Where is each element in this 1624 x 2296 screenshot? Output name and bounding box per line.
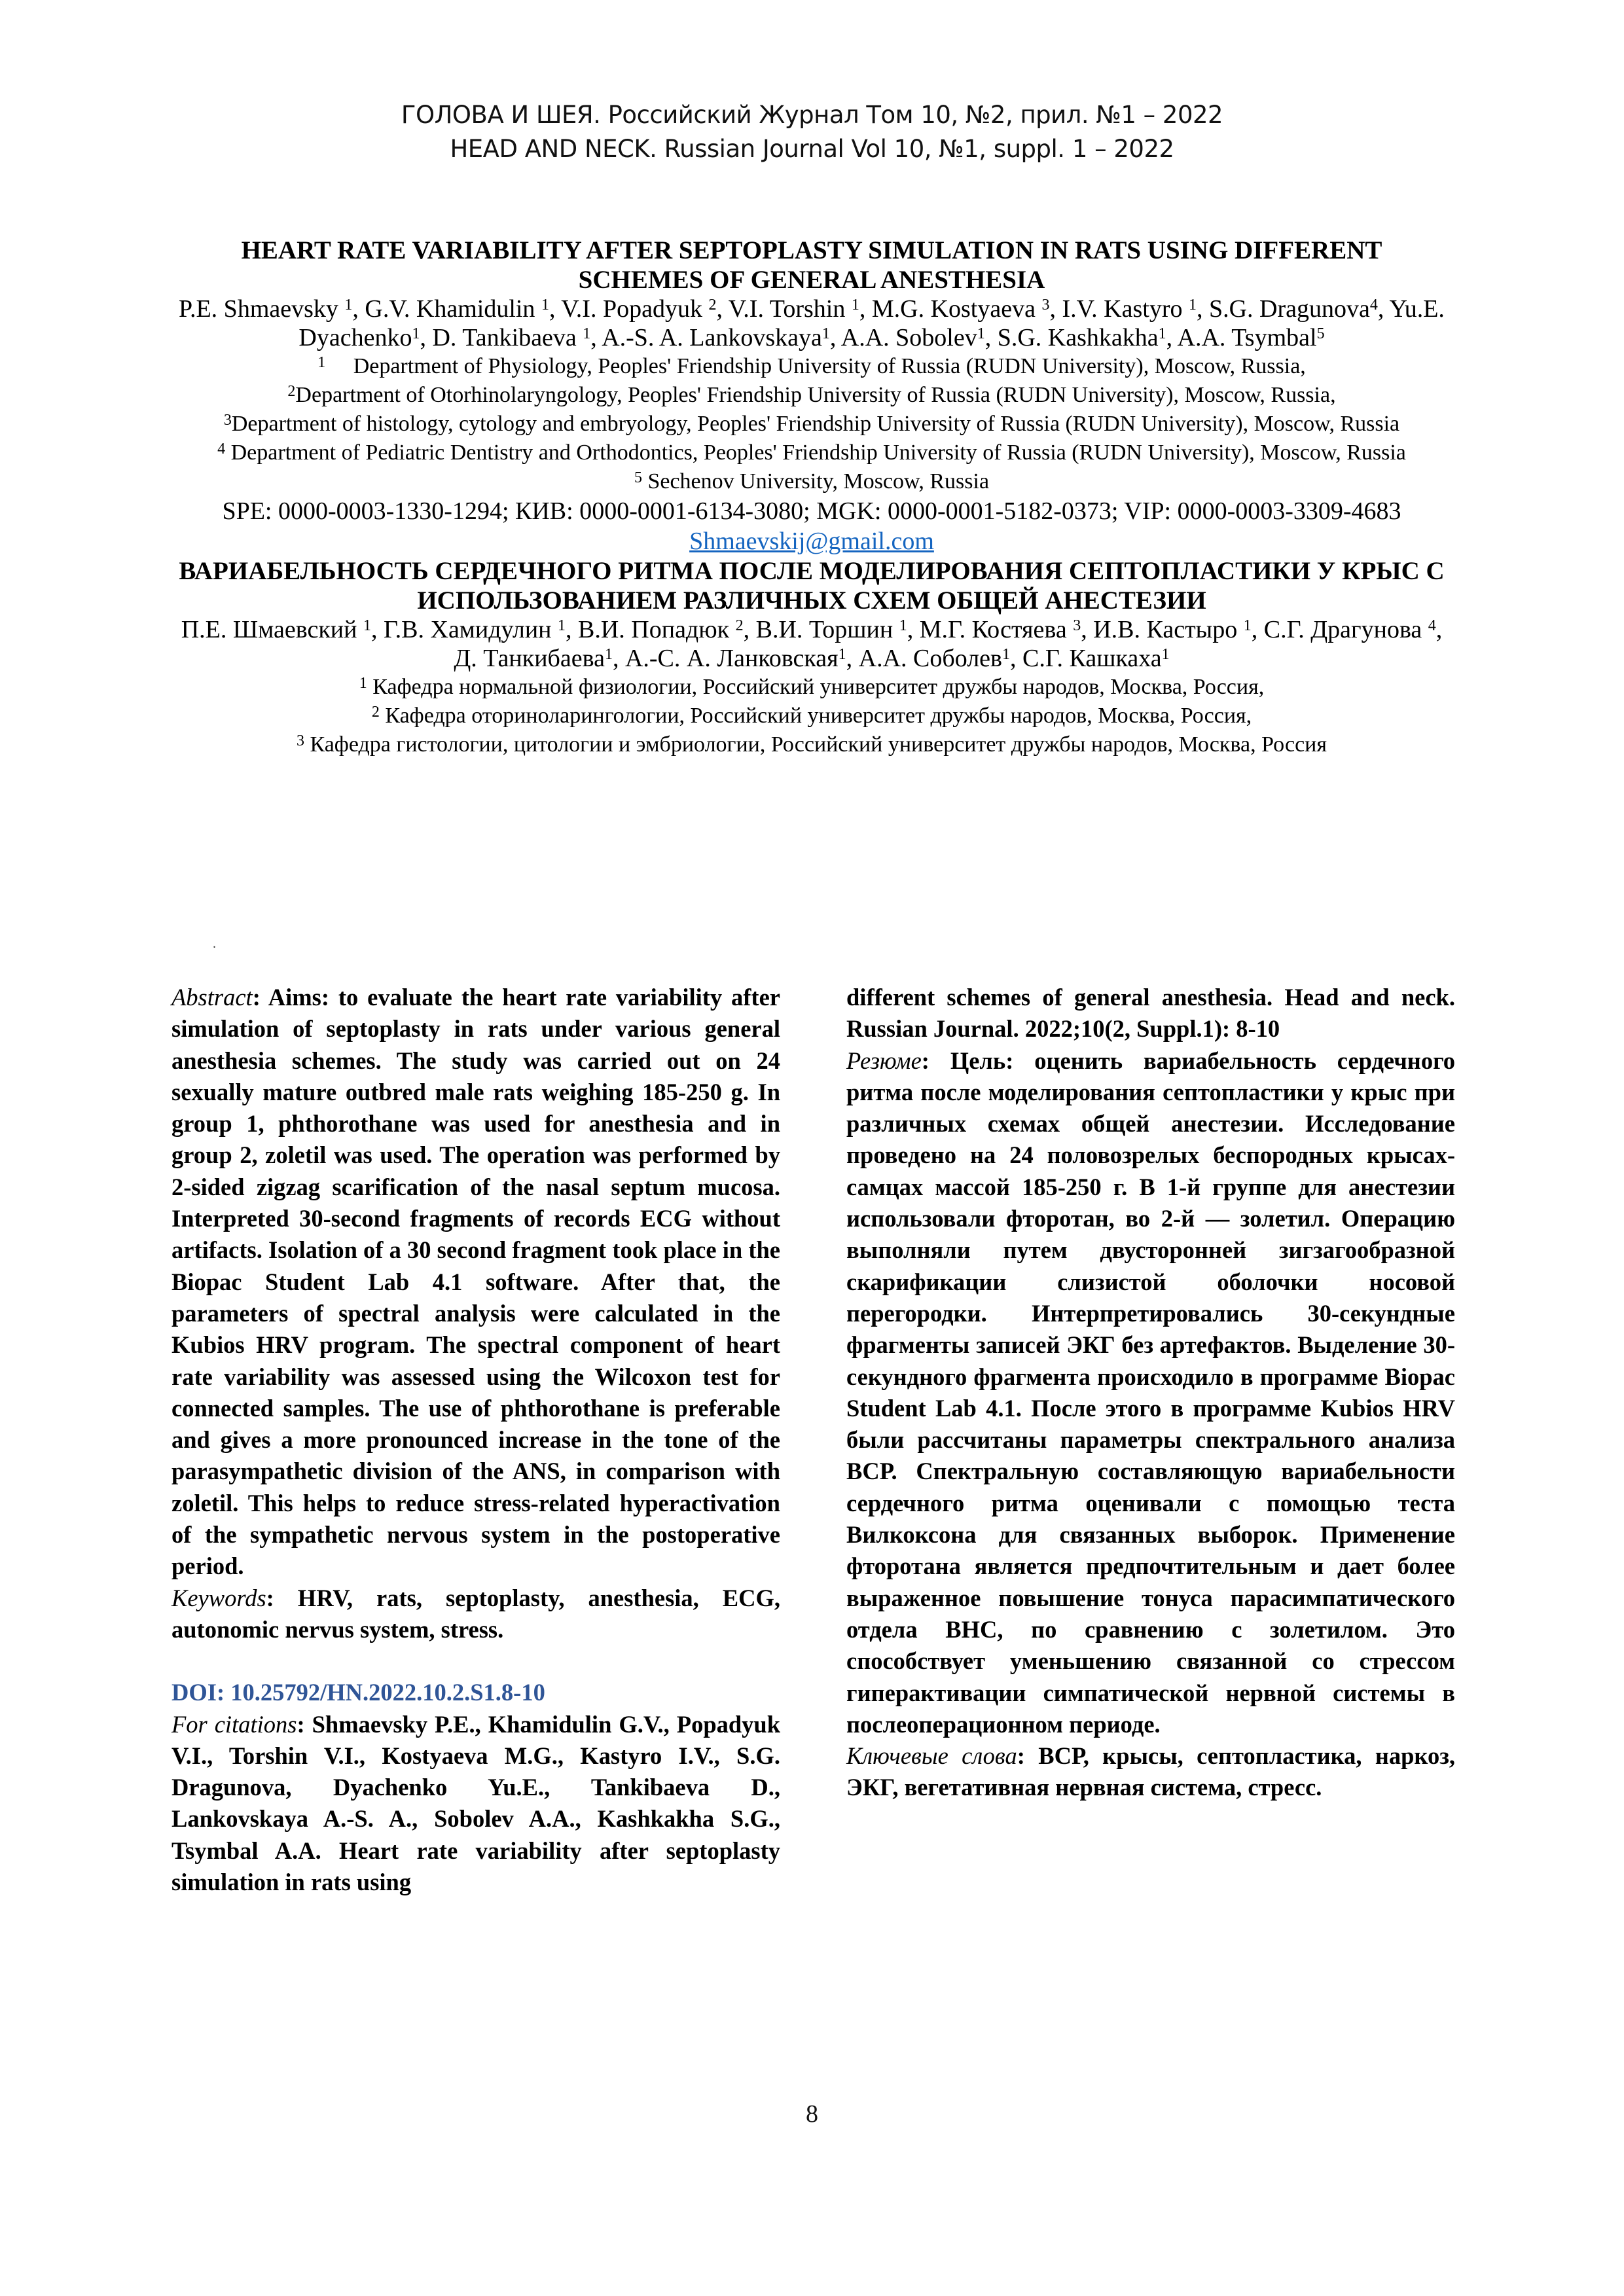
- author: , S.G. Dragunova: [1196, 295, 1370, 323]
- abstract-label: Abstract: [171, 984, 253, 1011]
- author-sup: 1: [558, 617, 566, 634]
- author-list-en: [177, 295, 1447, 352]
- affiliation-sup: 5: [634, 469, 642, 486]
- article-title-en: HEART RATE VARIABILITY AFTER SEPTOPLASTY SIMULATION IN RATS USING DIFFERENT SCHEMES OF GENERAL ANESTHESIA: [241, 236, 1382, 294]
- author: , S.G. Kashkakha: [984, 324, 1159, 351]
- affiliation-sup: 3: [223, 412, 232, 429]
- citation-label: For citations: [171, 1710, 297, 1738]
- author-sup: 1: [821, 325, 830, 342]
- author-sup: 1: [1188, 296, 1197, 314]
- author-sup: 1: [1002, 646, 1010, 663]
- running-header-ru: ГОЛОВА И ШЕЯ. Российский Журнал Том 10, №2, прил. №1 – 2022: [401, 101, 1223, 129]
- abstract-ru-label: Резюме: [846, 1047, 922, 1074]
- affiliation: [177, 381, 1447, 410]
- author: , В.И. Попадюк: [566, 616, 736, 643]
- author-sup: 1: [851, 296, 859, 314]
- running-header-en: HEAD AND NECK. Russian Journal Vol 10, №1, suppl. 1 – 2022: [450, 135, 1174, 163]
- keywords-ru-text: : ВСР, крысы, септопластика, наркоз, ЭКГ, вегетативная нервная система, стресс.: [846, 1742, 1455, 1801]
- author-sup: 1: [977, 325, 985, 342]
- author: , G.V. Khamidulin: [352, 295, 541, 323]
- author-sup: 2: [708, 296, 717, 314]
- affiliation: [177, 352, 1447, 381]
- affiliation-ru: [177, 702, 1447, 730]
- author-sup: 4: [1369, 296, 1378, 314]
- author-sup: 1: [604, 646, 613, 663]
- author: , М.Г. Костяева: [907, 616, 1074, 643]
- author: , А.-С. А. Ланковская: [612, 645, 839, 672]
- author: , A.A. Tsymbal: [1166, 324, 1317, 351]
- keywords-label: Keywords: [171, 1584, 266, 1611]
- affiliation-text: Кафедра гистологии, цитологии и эмбриологии, Российский университет дружбы народов, Москва, Россия: [304, 732, 1327, 757]
- abstract-en: [171, 982, 780, 1583]
- author-sup: 3: [1073, 617, 1081, 634]
- author-sup: 1: [899, 617, 907, 634]
- citation-right: different schemes of general anesthesia. Head and neck. Russian Journal. 2022;10(2, Suppl.1): 8-10: [846, 984, 1455, 1043]
- orcid-list: SPE: 0000-0003-1330-1294; КИВ: 0000-0001-6134-3080; MGK: 0000-0001-5182-0373; VIP: 0000-0003-3309-4683: [222, 497, 1401, 525]
- author-email-link[interactable]: Shmaevskij@gmail.com: [689, 528, 934, 555]
- author-list-ru: [177, 615, 1447, 673]
- author: , Д. Танкибаева: [454, 616, 1443, 672]
- author: P.E. Shmaevsky: [179, 295, 345, 323]
- affiliation-sup: 2: [371, 704, 380, 721]
- affiliation-sup: 3: [296, 732, 304, 749]
- front-matter: [177, 236, 1447, 951]
- author-sup: 1: [541, 296, 549, 314]
- author: , I.V. Kastyro: [1049, 295, 1189, 323]
- abstract-ru-text: : Цель: оценить вариабельность сердечного ритма после моделирования септопластики у крыс при различных схемах общей анестезии. Исследование проведено на 24 половозрелых беспородных крысах-самцах массой 185-250 г. В 1-й группе для анестезии использовали фторотан, во 2-й — золетил. Операцию выполняли путем двусторонней зигзагообразной скарификации слизистой оболочки носовой перегородки. Интерпретировались 30-секундные фрагменты записей ЭКГ без артефактов. Выделение 30-секундного фрагмента происходило в программе Biopac Student Lab 4.1. После этого в программе Kubios HRV были рассчитаны параметры спектрального анализа ВСР. Спектральную составляющую вариабельности сердечного ритма оценивали с помощью теста Вилкоксона для связанных выборок. Применение фторотана является предпочтительным и дает более выраженное повышение тонуса парасимпатического отдела ВНС, по сравнению с золетилом. Это способствует уменьшению связанной со стрессом гиперактивации симпатической нервной системы в послеоперационном периоде.: [846, 1047, 1455, 1738]
- citation-left: [171, 1709, 780, 1899]
- author-sup: 1: [344, 296, 353, 314]
- author: , С.Г. Драгунова: [1251, 616, 1428, 643]
- abstract-ru: [846, 1045, 1455, 1741]
- author-sup: 1: [363, 617, 371, 634]
- affiliation-text: Department of histology, cytology and embryology, Peoples' Friendship University of Russia (RUDN University), Moscow, Russia: [231, 412, 1400, 436]
- author-sup: 2: [735, 617, 744, 634]
- author-sup: 1: [838, 646, 846, 663]
- keywords-ru-label: Ключевые слова: [846, 1742, 1017, 1770]
- author: , A.A. Sobolev: [829, 324, 977, 351]
- affiliation-text: Кафедра оториноларингологии, Российский университет дружбы народов, Москва, Россия,: [379, 704, 1252, 728]
- affiliation-text: Department of Otorhinolaryngology, Peoples' Friendship University of Russia (RUDN University), Moscow, Russia,: [295, 383, 1336, 407]
- citation-text: : Shmaevsky P.E., Khamidulin G.V., Popadyuk V.I., Torshin V.I., Kostyaeva M.G., Kastyro I.V., S.G. Dragunova, Dyachenko Yu.E., Tankibaeva D., Lankovskaya A.-S. A., Sobolev A.A., Kashkakha S.G., Tsymbal A.A. Heart rate variability after septoplasty simulation in rats using: [171, 1710, 781, 1896]
- author: , M.G. Kostyaeva: [859, 295, 1042, 323]
- page-number: 8: [806, 2100, 818, 2128]
- affiliation-sup: 1: [359, 675, 367, 692]
- keywords-ru: [846, 1740, 1455, 1804]
- author-sup: 1: [583, 325, 591, 342]
- affiliation-sup: 1: [317, 354, 326, 371]
- author-sup: 1: [1161, 646, 1170, 663]
- author: , А.А. Соболев: [846, 645, 1002, 672]
- affiliation-sup: 4: [217, 440, 226, 457]
- affiliation: [177, 410, 1447, 439]
- affiliation-ru: [177, 673, 1447, 702]
- affiliation-text: Department of Pediatric Dentistry and Orthodontics, Peoples' Friendship University of Russia (RUDN University), Moscow, Russia: [225, 440, 1406, 465]
- author: , V.I. Torshin: [716, 295, 852, 323]
- author-sup: 1: [412, 325, 420, 342]
- author-sup: 4: [1428, 617, 1436, 634]
- left-column: [171, 982, 780, 1898]
- author-sup: 1: [1158, 325, 1166, 342]
- keywords-text: : HRV, rats, septoplasty, anesthesia, ECG, autonomic nervus system, stress.: [171, 1584, 780, 1643]
- affiliation-text: Кафедра нормальной физиологии, Российский университет дружбы народов, Москва, Россия,: [367, 675, 1265, 699]
- affiliation-text: Sechenov University, Moscow, Russia: [641, 469, 990, 493]
- affiliation-sup: 2: [287, 383, 296, 400]
- affiliation-ru: [177, 730, 1447, 759]
- affiliation-text: Department of Physiology, Peoples' Friendship University of Russia (RUDN University), Moscow, Russia,: [325, 354, 1306, 378]
- author: , С.Г. Кашкаха: [1010, 645, 1162, 672]
- author: , V.I. Popadyuk: [549, 295, 709, 323]
- doi[interactable]: DOI: 10.25792/HN.2022.10.2.S1.8-10: [171, 1679, 545, 1706]
- author: , D. Tankibaeva: [420, 324, 583, 351]
- author: , Yu.E. Dyachenko: [298, 295, 1445, 351]
- affiliation: [177, 439, 1447, 467]
- stray-mark: .: [213, 937, 216, 951]
- running-header: [0, 98, 1624, 166]
- affiliation: [177, 467, 1447, 496]
- author: , В.И. Торшин: [743, 616, 899, 643]
- author: , И.В. Кастыро: [1081, 616, 1244, 643]
- article-title-ru: ВАРИАБЕЛЬНОСТЬ СЕРДЕЧНОГО РИТМА ПОСЛЕ МОДЕЛИРОВАНИЯ СЕПТОПЛАСТИКИ У КРЫС С ИСПОЛЬЗОВАНИЕМ РАЗЛИЧНЫХ СХЕМ ОБЩЕЙ АНЕСТЕЗИИ: [179, 557, 1445, 615]
- author: П.Е. Шмаевский: [181, 616, 363, 643]
- author-sup: 5: [1316, 325, 1325, 342]
- author-sup: 1: [1243, 617, 1252, 634]
- author: , Г.В. Хамидулин: [370, 616, 558, 643]
- right-column: [846, 982, 1455, 1804]
- keywords-en: [171, 1583, 780, 1646]
- abstract-text: : Aims: to evaluate the heart rate variability after simulation of septoplasty in rats under various general anesthesia schemes. The study was carried out on 24 sexually mature outbred male rats weighing 185-250 g. In group 1, phthorothane was used for anesthesia and in group 2, zoletil was used. The operation was performed by 2-sided zigzag scarification of the nasal septum mucosa. Interpreted 30-second fragments of records ECG without artifacts. Isolation of a 30 second fragment took place in the Biopac Student Lab 4.1 software. After that, the parameters of spectral analysis were calculated in the Kubios HRV program. The spectral component of heart rate variability was assessed using the Wilcoxon test for connected samples. The use of phthorothane is preferable and gives a more pronounced increase in the tone of the parasympathetic division of the ANS, in comparison with zoletil. This helps to reduce stress-related hyperactivation of the sympathetic nervous system in the postoperative period.: [171, 984, 780, 1580]
- author: , A.-S. A. Lankovskaya: [590, 324, 822, 351]
- author-sup: 3: [1041, 296, 1050, 314]
